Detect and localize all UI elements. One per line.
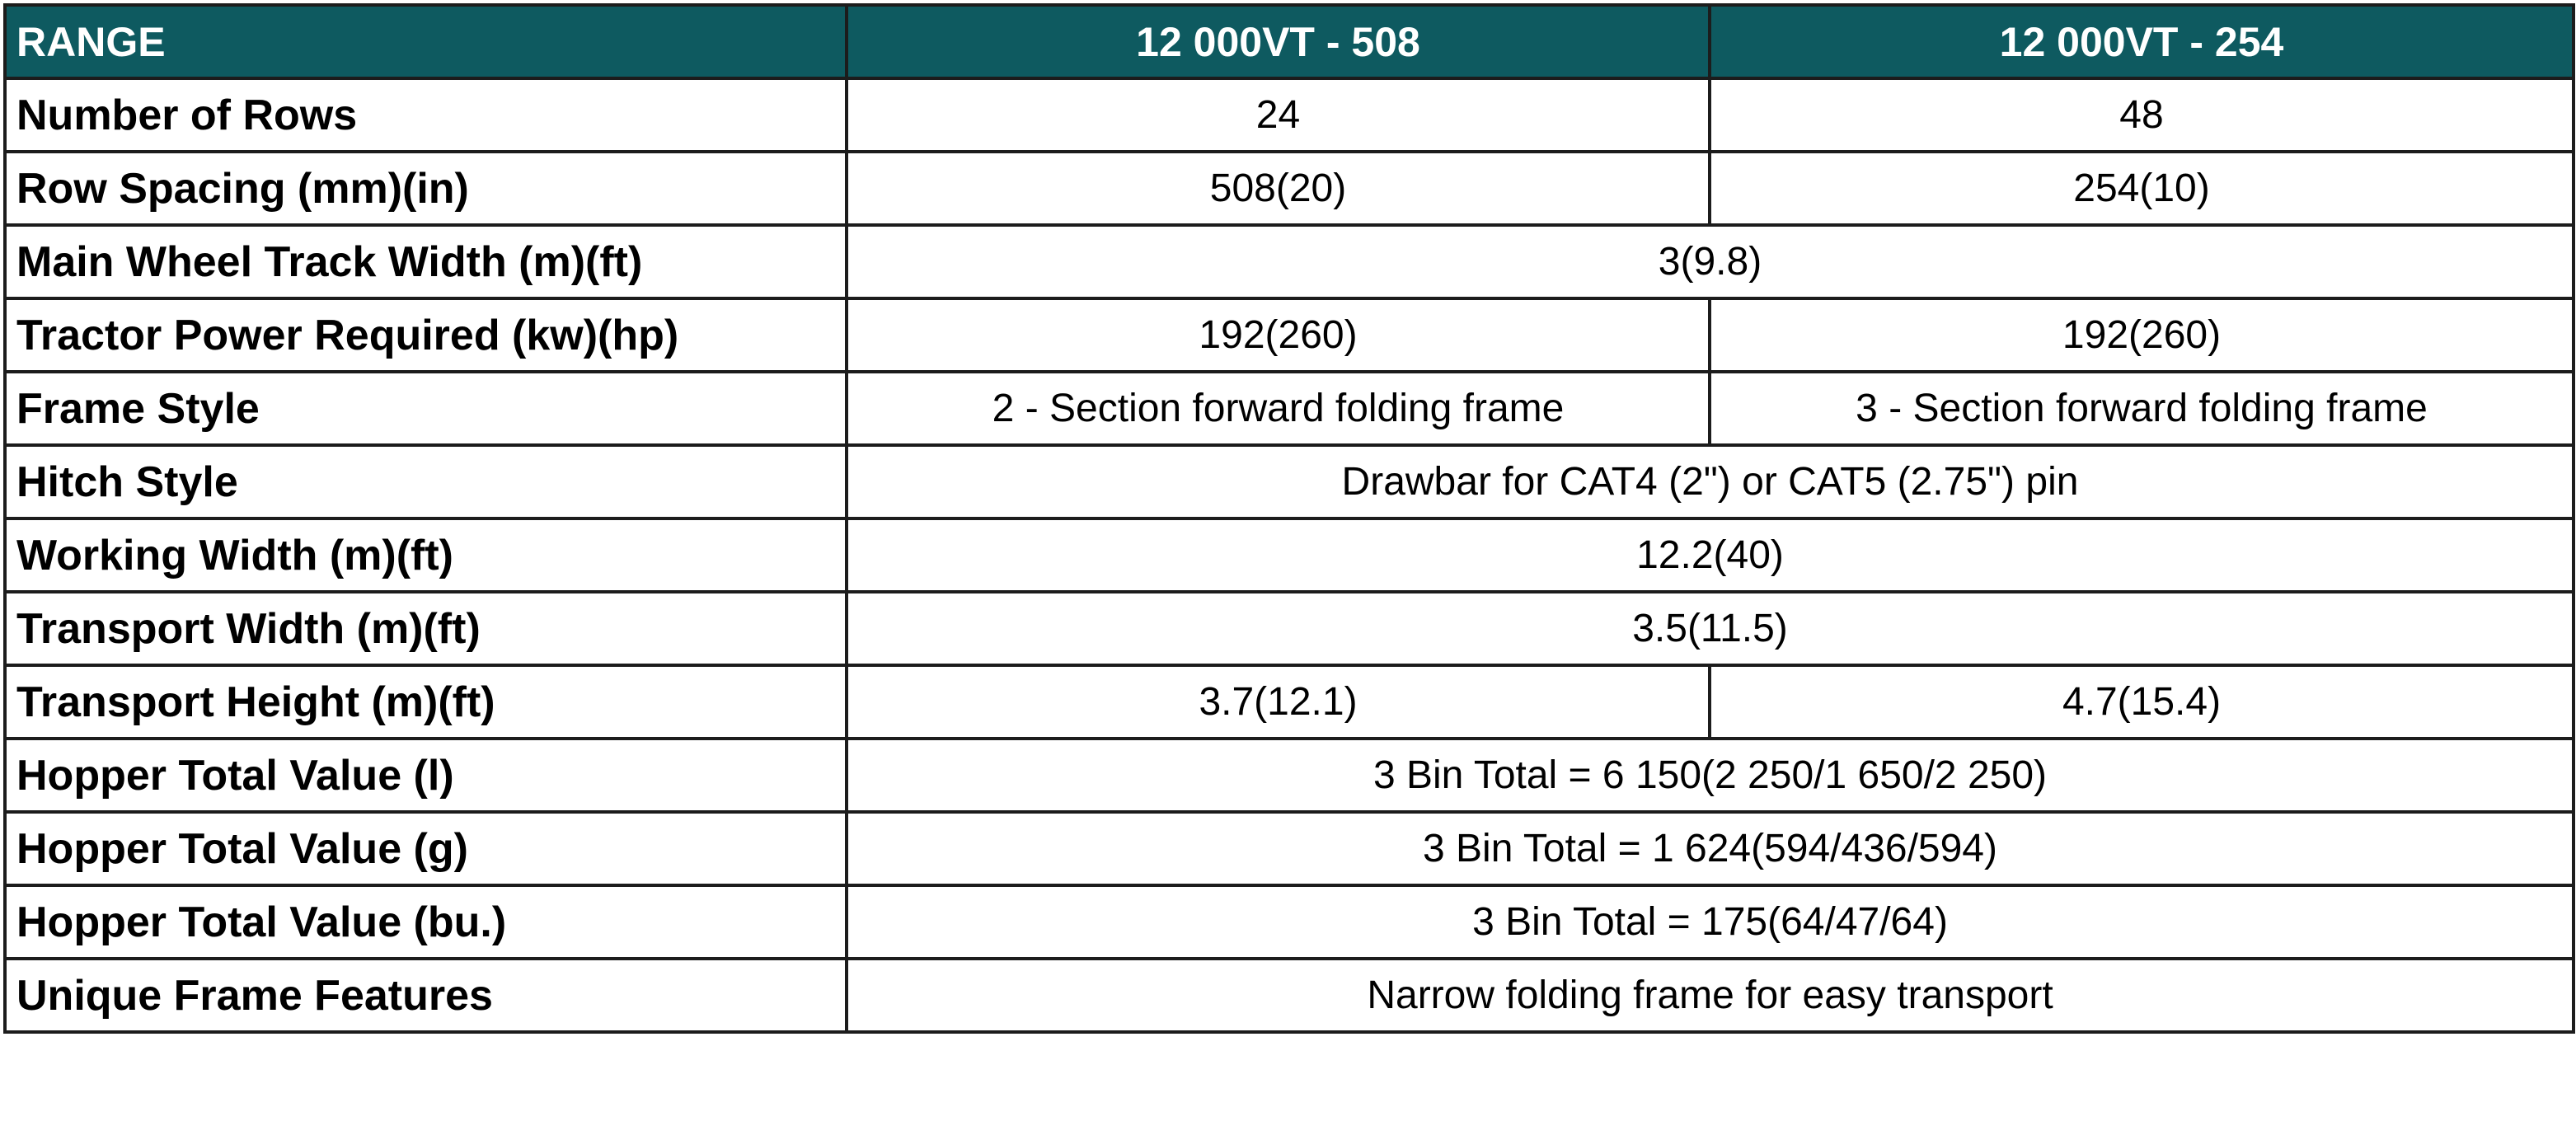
row-label: Unique Frame Features (5, 959, 847, 1032)
value-cell: 48 (1710, 78, 2574, 152)
value-cell-merged: 3 Bin Total = 6 150(2 250/1 650/2 250) (847, 739, 2574, 812)
table-row (5, 959, 2574, 1032)
value-cell: 3 - Section forward folding frame (1710, 372, 2574, 445)
table-row (5, 665, 2574, 739)
row-label: Hopper Total Value (l) (5, 739, 847, 812)
row-label: Tractor Power Required (kw)(hp) (5, 298, 847, 372)
table-row (5, 592, 2574, 665)
value-cell-merged: 3.5(11.5) (847, 592, 2574, 665)
row-label: Working Width (m)(ft) (5, 518, 847, 592)
range-header: RANGE (5, 5, 847, 78)
row-label: Transport Width (m)(ft) (5, 592, 847, 665)
table-row (5, 225, 2574, 298)
value-cell: 192(260) (847, 298, 1710, 372)
value-cell-merged: 3(9.8) (847, 225, 2574, 298)
table-row (5, 372, 2574, 445)
spec-table (3, 3, 2575, 1034)
row-label: Hitch Style (5, 445, 847, 518)
row-label: Hopper Total Value (bu.) (5, 885, 847, 959)
table-header (5, 5, 2574, 78)
row-label: Main Wheel Track Width (m)(ft) (5, 225, 847, 298)
row-label: Number of Rows (5, 78, 847, 152)
table-row (5, 518, 2574, 592)
table-row (5, 445, 2574, 518)
value-cell: 3.7(12.1) (847, 665, 1710, 739)
value-cell-merged: 12.2(40) (847, 518, 2574, 592)
value-cell: 4.7(15.4) (1710, 665, 2574, 739)
value-cell-merged: Narrow folding frame for easy transport (847, 959, 2574, 1032)
table-body (5, 78, 2574, 1032)
table-row (5, 152, 2574, 225)
value-cell: 192(260) (1710, 298, 2574, 372)
value-cell: 508(20) (847, 152, 1710, 225)
table-row (5, 298, 2574, 372)
row-label: Row Spacing (mm)(in) (5, 152, 847, 225)
table-row (5, 78, 2574, 152)
value-cell: 254(10) (1710, 152, 2574, 225)
value-cell-merged: 3 Bin Total = 175(64/47/64) (847, 885, 2574, 959)
value-cell: 2 - Section forward folding frame (847, 372, 1710, 445)
table-row (5, 885, 2574, 959)
model-header-508: 12 000VT - 508 (847, 5, 1710, 78)
value-cell: 24 (847, 78, 1710, 152)
row-label: Hopper Total Value (g) (5, 812, 847, 885)
model-header-254: 12 000VT - 254 (1710, 5, 2574, 78)
row-label: Frame Style (5, 372, 847, 445)
header-row (5, 5, 2574, 78)
value-cell-merged: Drawbar for CAT4 (2") or CAT5 (2.75") pin (847, 445, 2574, 518)
row-label: Transport Height (m)(ft) (5, 665, 847, 739)
value-cell-merged: 3 Bin Total = 1 624(594/436/594) (847, 812, 2574, 885)
table-row (5, 812, 2574, 885)
table-row (5, 739, 2574, 812)
